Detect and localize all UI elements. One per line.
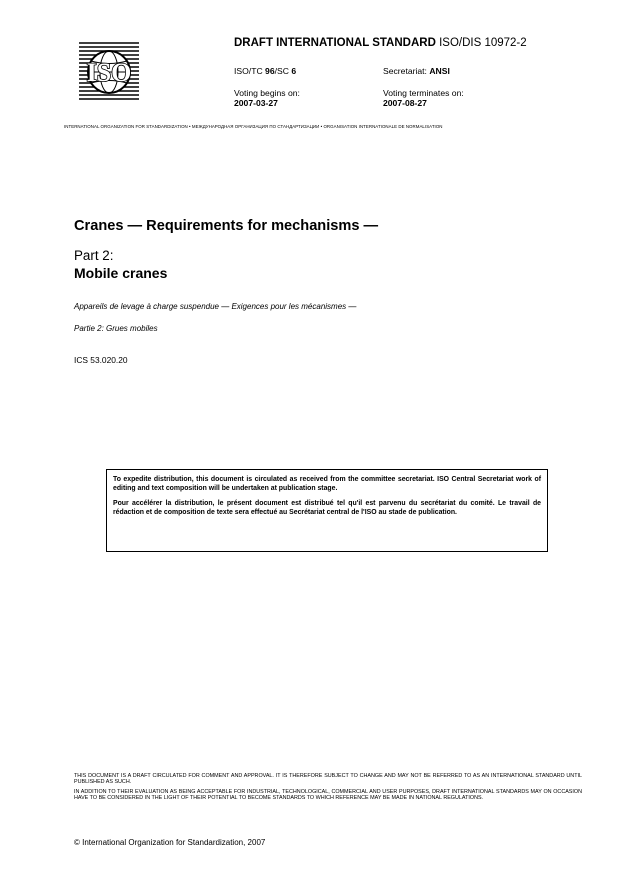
- notice-english: To expedite distribution, this document is circulated as received from the committee secretariat. ISO Central Secretariat work of editing and text composition will be undertaken at publication stage.: [113, 476, 541, 492]
- copyright-notice: © International Organization for Standardization, 2007: [74, 838, 266, 847]
- regulation-disclaimer: IN ADDITION TO THEIR EVALUATION AS BEING ACCEPTABLE FOR INDUSTRIAL, TECHNOLOGICAL, COMMERCIAL AND USER PURPOSES, DRAFT INTERNATIONAL STANDARDS MAY ON OCCASION HAVE TO BE CONSIDERED IN THE LIGHT OF THEIR POTENTIAL TO BECOME STANDARDS TO WHICH REFERENCE MAY BE MADE IN NATIONAL REGULATIONS.: [74, 789, 582, 802]
- organization-line: INTERNATIONAL ORGANIZATION FOR STANDARDIZATION • МЕЖДУНАРОДНАЯ ОРГАНИЗАЦИЯ ПО СТАНДАРТИЗАЦИИ • ORGANISATION INTERNATIONALE DE NORMALISATION: [64, 124, 443, 129]
- document-type: DRAFT INTERNATIONAL STANDARD: [234, 37, 436, 49]
- part-title: Mobile cranes: [74, 265, 168, 281]
- iso-logo-text: ISO: [86, 58, 132, 87]
- iso-logo: [79, 41, 139, 103]
- document-title-line: [234, 37, 527, 49]
- voting-begins-label: Voting begins on:: [234, 88, 300, 98]
- secretariat: Secretariat: ANSI: [383, 66, 450, 76]
- voting-begins: [234, 88, 300, 108]
- french-part-title: Partie 2: Grues mobiles: [74, 324, 158, 333]
- voting-ends-date: 2007-08-27: [383, 98, 427, 108]
- distribution-notice: [106, 469, 548, 552]
- part-label: Part 2:: [74, 248, 114, 263]
- main-title: Cranes — Requirements for mechanisms —: [74, 218, 379, 234]
- voting-begins-date: 2007-03-27: [234, 98, 278, 108]
- ics-code: ICS 53.020.20: [74, 355, 128, 365]
- tc-number: 96: [265, 66, 275, 76]
- voting-ends-label: Voting terminates on:: [383, 88, 464, 98]
- draft-disclaimer: THIS DOCUMENT IS A DRAFT CIRCULATED FOR COMMENT AND APPROVAL. IT IS THEREFORE SUBJECT TO CHANGE AND MAY NOT BE REFERRED TO AS AN INTERNATIONAL STANDARD UNTIL PUBLISHED AS SUCH.: [74, 773, 582, 786]
- notice-french: Pour accélérer la distribution, le présent document est distribué tel qu'il est parvenu du secrétariat du comité. Le travail de rédaction et de composition de texte sera effectué au Secrétariat central de l'ISO au stade de publication.: [113, 500, 541, 516]
- iso-globe-icon: [79, 41, 139, 103]
- document-number: ISO/DIS 10972-2: [439, 37, 527, 49]
- sc-number: 6: [291, 66, 297, 76]
- committee-reference: ISO/TC 96/SC 6: [234, 66, 297, 76]
- french-title: Appareils de levage à charge suspendue — Exigences pour les mécanismes —: [74, 302, 357, 311]
- secretariat-value: ANSI: [429, 66, 450, 76]
- voting-ends: [383, 88, 464, 108]
